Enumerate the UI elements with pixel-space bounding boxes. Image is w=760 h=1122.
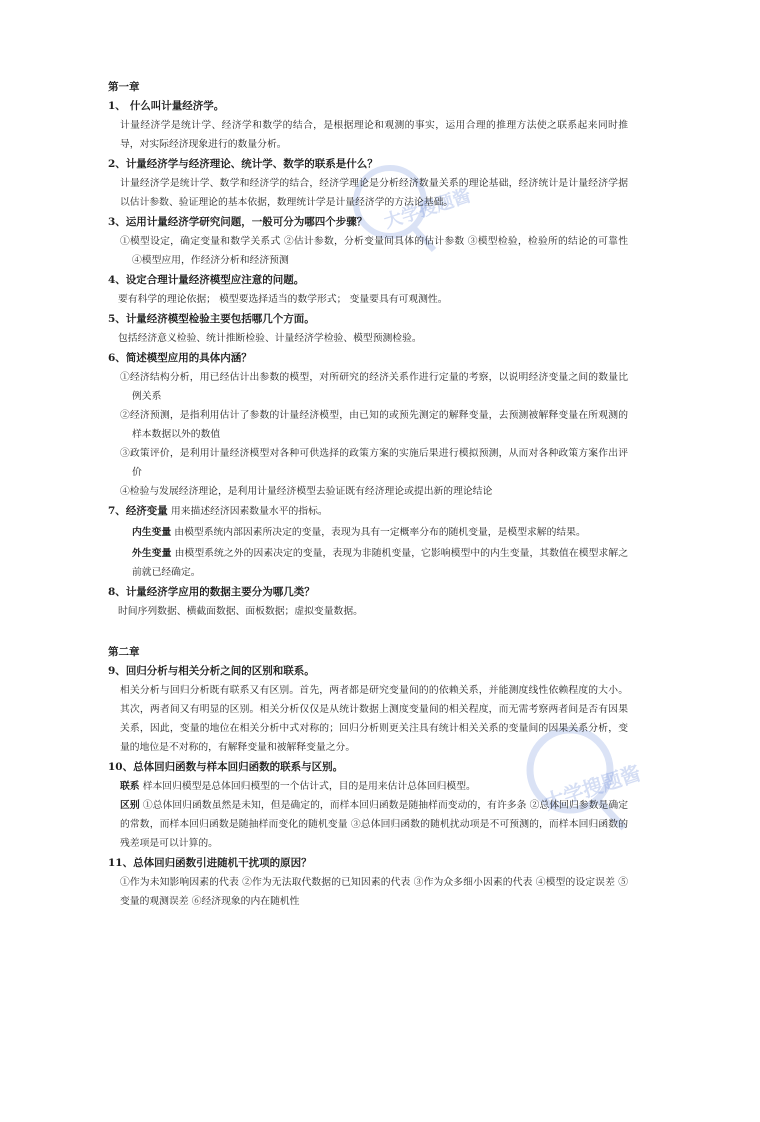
question-11: [108, 854, 628, 873]
term-description: 由模型系统内部因素所决定的变量，表现为具有一定概率分布的随机变量，是模型求解的结果。: [171, 527, 586, 538]
question-7: [108, 502, 628, 521]
document-content: [108, 78, 628, 911]
question-number: 9、: [108, 665, 126, 677]
chapter-1-title: 第一章: [108, 81, 140, 93]
question-number: 3、: [108, 216, 126, 228]
question-6: [108, 349, 628, 368]
answer-6-item: ①经济结构分析，用已经估计出参数的模型，对所研究的经济关系作进行定量的考察，以说明经济变量之间的数量比例关系: [120, 372, 628, 402]
question-text: 回归分析与相关分析之间的区别和联系。: [125, 665, 315, 677]
question-7-definition: 用来描述经济因素数量水平的指标。: [167, 506, 328, 517]
question-number: 2、: [108, 158, 126, 170]
exogenous-variable: [132, 544, 628, 582]
question-10: [108, 758, 628, 777]
question-number: 1、: [108, 100, 126, 112]
answer-3: ①模型设定，确定变量和数学关系式 ②估计参数，分析变量间具体的估计参数 ③模型检验，检验所的结论的可靠性 ④模型应用，作经济分析和经济预测: [120, 236, 628, 266]
term-description: ①总体回归函数虽然是未知，但是确定的，而样本回归函数是随抽样而变动的，有许多条 ②总体回归参数是确定的常数，而样本回归函数是随抽样而变化的随机变量 ③总体回归函数的随机扰动项是不可预测的，而样本回归函数的残差项是可以计算的。: [120, 800, 629, 849]
relation-link: [120, 777, 628, 796]
question-number: 8、: [108, 586, 126, 598]
svg-text:大学搜题酱: 大学搜题酱: [381, 185, 474, 233]
term-label: 区别: [120, 800, 140, 811]
relation-difference: [120, 796, 628, 853]
question-text: 运用计量经济学研究问题，一般可分为哪四个步骤？: [125, 216, 368, 228]
answer-6-item: ③政策评价，是利用计量经济模型对各种可供选择的政策方案的实施后果进行模拟预测，从而对各种政策方案作出评价: [120, 448, 628, 478]
answer-11: ①作为未知影响因素的代表 ②作为无法取代数据的已知因素的代表 ③作为众多细小因素的代表 ④模型的设定误差 ⑤变量的观测误差 ⑥经济现象的内在随机性: [120, 877, 628, 907]
endogenous-variable: [132, 523, 628, 542]
answer-4: 要有科学的理论依据； 模型要选择适当的数学形式； 变量要具有可观测性。: [118, 294, 448, 305]
question-number: 5、: [108, 313, 126, 325]
question-text: 总体回归函数引进随机干扰项的原因？: [133, 857, 312, 869]
question-number: 7、: [108, 505, 126, 517]
question-number: 6、: [108, 352, 126, 364]
term-description: 样本回归模型是总体回归模型的一个估计式，目的是用来估计总体回归模型。: [139, 781, 476, 792]
answer-1: 计量经济学是统计学、经济学和数学的结合，是根据理论和观测的事实，运用合理的推理方法使之联系起来同时推导，对实际经济现象进行的数量分析。: [120, 120, 628, 150]
question-text: 计量经济学应用的数据主要分为哪几类？: [125, 586, 315, 598]
question-3: [108, 213, 628, 232]
answer-8: 时间序列数据、横截面数据、面板数据；虚拟变量数据。: [118, 606, 363, 617]
answer-9: 相关分析与回归分析既有联系又有区别。首先，两者都是研究变量间的的依赖关系，并能测度线性依赖程度的大小。其次，两者间又有明显的区别。相关分析仅仅是从统计数据上测度变量间的相关程度，而无需考察两者间是否有因果关系，因此，变量的地位在相关分析中式对称的；回归分析则更关注具有统计相关关系的变量间的因果关系分析，变量的地位是不对称的，有解释变量和被解释变量之分。: [120, 685, 628, 753]
question-number: 11、: [108, 857, 134, 869]
question-number: 10、: [108, 761, 134, 773]
answer-2: 计量经济学是统计学、数学和经济学的结合，经济学理论是分析经济数量关系的理论基础，经济统计是计量经济学据以估计参数、验证理论的基本依据，数理统计学是计量经济学的方法论基础。: [120, 178, 628, 208]
term-label: 联系: [120, 781, 140, 792]
question-text: 经济变量: [125, 505, 168, 517]
question-text: 简述模型应用的具体内涵？: [125, 352, 252, 364]
question-text: 设定合理计量经济模型应注意的问题。: [125, 274, 305, 286]
question-5: [108, 310, 628, 329]
answer-6-item: ②经济预测，是指利用估计了参数的计量经济模型，由已知的或预先测定的解释变量，去预测被解释变量在所观测的样本数据以外的数值: [120, 410, 628, 440]
chapter-2-title: 第二章: [108, 646, 140, 658]
term-label: 外生变量: [132, 548, 172, 559]
svg-text:大学搜题酱: 大学搜题酱: [541, 760, 644, 815]
question-2: [108, 155, 628, 174]
question-9: [108, 662, 628, 681]
question-text: 计量经济模型检验主要包括哪几个方面。: [125, 313, 315, 325]
answer-5: 包括经济意义检验、统计推断检验、计量经济学检验、模型预测检验。: [118, 333, 422, 344]
question-4: [108, 271, 628, 290]
term-description: 由模型系统之外的因素决定的变量，表现为非随机变量，它影响模型中的内生变量，其数值在模型求解之前就已经确定。: [132, 548, 628, 578]
question-text: 什么叫计量经济学。: [129, 100, 225, 112]
question-text: 计量经济学与经济理论、统计学、数学的联系是什么？: [125, 158, 378, 170]
question-8: [108, 583, 628, 602]
question-number: 4、: [108, 274, 126, 286]
question-1: [108, 97, 628, 116]
term-label: 内生变量: [132, 527, 172, 538]
question-text: 总体回归函数与样本回归函数的联系与区别。: [133, 761, 344, 773]
answer-6-item: ④检验与发展经济理论，是利用计量经济模型去验证既有经济理论或提出新的理论结论: [120, 486, 493, 497]
